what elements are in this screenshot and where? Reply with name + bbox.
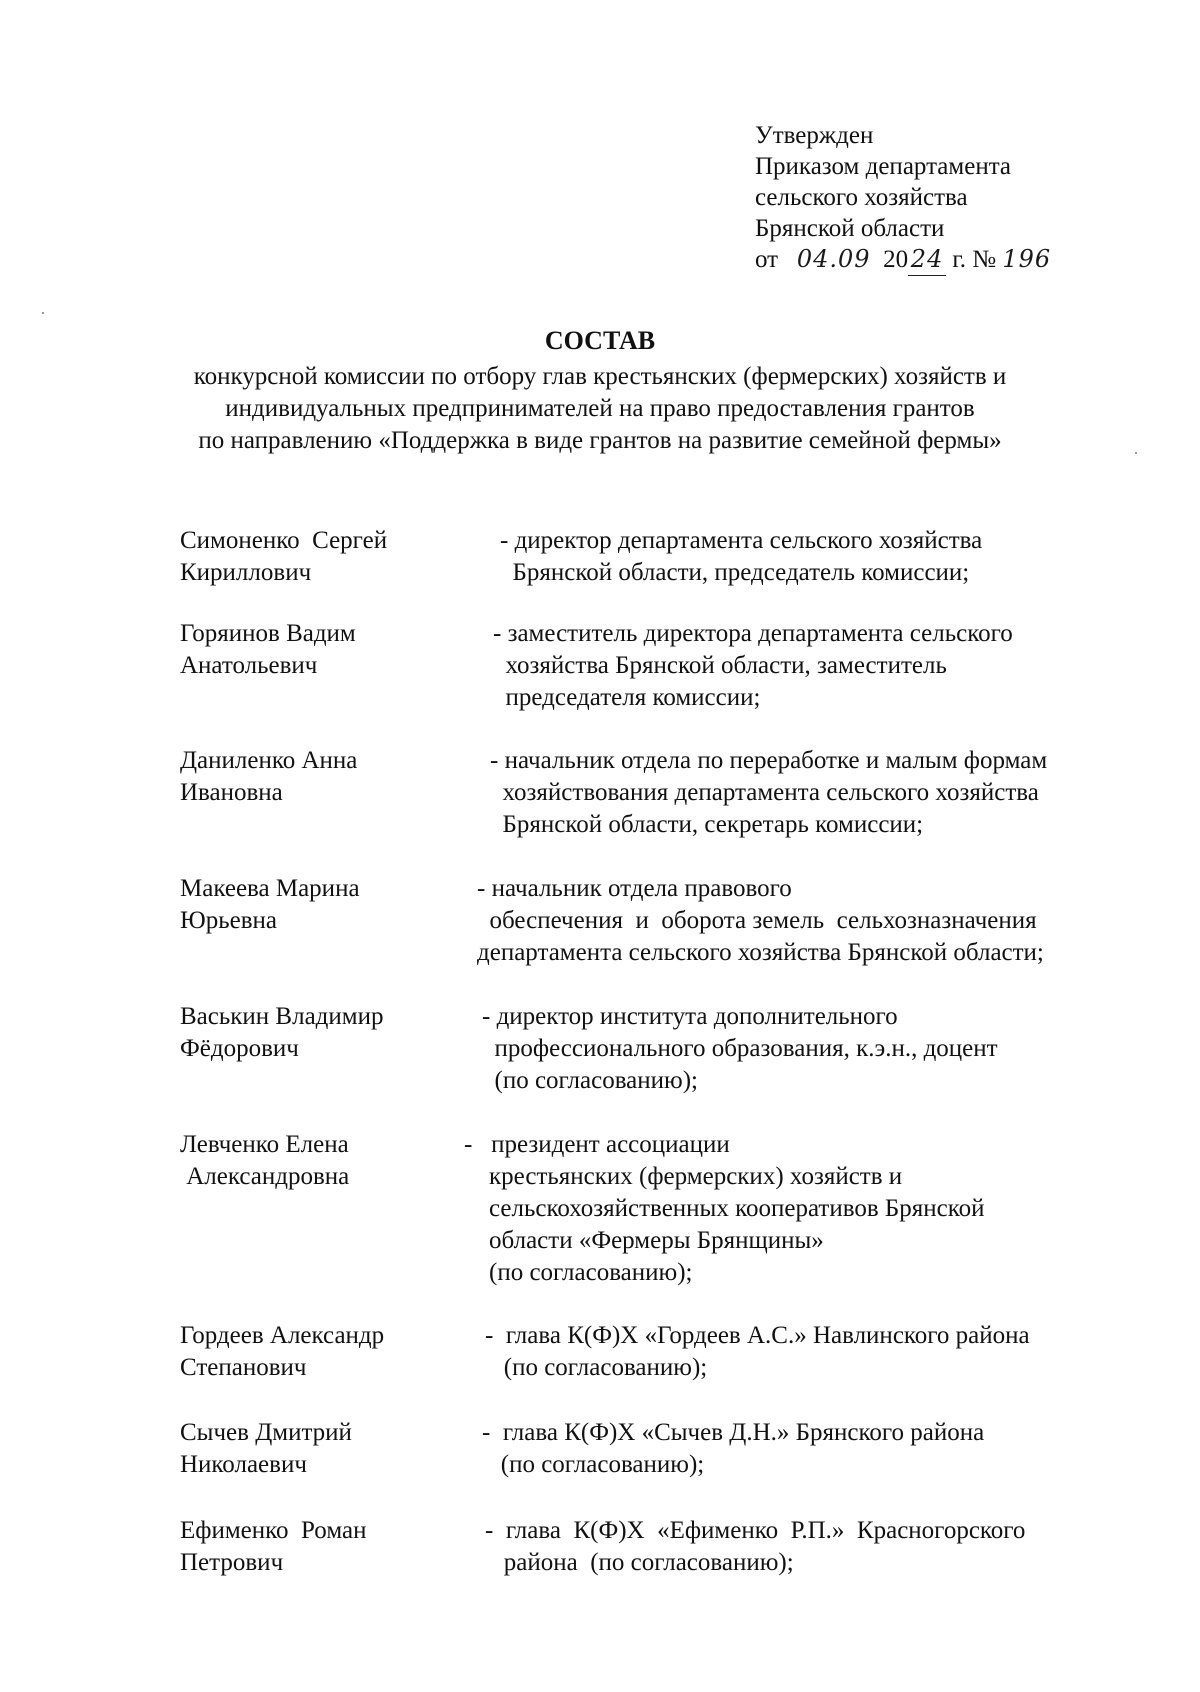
approval-block [755, 120, 1175, 275]
member-role [482, 1001, 1142, 1097]
member-name [180, 1129, 470, 1193]
member-role [493, 618, 1153, 714]
member-role [477, 873, 1137, 969]
role-line: Брянской области, председатель комиссии; [500, 559, 970, 586]
member-patronymic: Фёдорович [180, 1035, 299, 1062]
approval-from-label: от [755, 246, 779, 273]
member-surname-first: Ефименко Роман [180, 1517, 367, 1544]
member-role [464, 1129, 1124, 1289]
approval-line-4: Брянской области [755, 215, 945, 242]
role-line: хозяйствования департамента сельского хозяйства [490, 779, 1039, 806]
member-surname-first: Даниленко Анна [180, 747, 358, 774]
approval-century: 20 [883, 246, 909, 273]
role-line: сельскохозяйственных кооперативов Брянской [464, 1195, 985, 1222]
member-name [180, 873, 470, 937]
member-surname-first: Васькин Владимир [180, 1003, 384, 1030]
member-name [180, 1515, 470, 1579]
subtitle-line: по направлению «Поддержка в виде грантов на развитие семейной фермы» [198, 427, 1002, 454]
member-surname-first: Горяинов Вадим [180, 620, 356, 647]
role-line: председателя комиссии; [493, 684, 761, 711]
role-line: - заместитель директора департамента сельского [493, 620, 1013, 647]
role-line: - начальник отдела правового [477, 875, 792, 902]
member-name [180, 745, 470, 809]
document-subtitle [0, 361, 1200, 457]
scan-speck [42, 312, 44, 314]
member-patronymic: Николаевич [180, 1451, 307, 1478]
member-patronymic: Юрьевна [180, 907, 277, 934]
member-patronymic: Александровна [180, 1163, 350, 1190]
member-name [180, 1320, 470, 1384]
member-name [180, 618, 470, 682]
role-line: - директор института дополнительного [482, 1003, 898, 1030]
role-line: обеспечения и оборота земель сельхозназначения [477, 907, 1037, 934]
role-line: крестьянских (фермерских) хозяйств и [464, 1163, 903, 1190]
role-line: - глава К(Ф)Х «Сычев Д.Н.» Брянского района [482, 1419, 985, 1446]
member-role [490, 745, 1150, 841]
role-line: - начальник отдела по переработке и малым формам [490, 747, 1048, 774]
subtitle-line: индивидуальных предпринимателей на право предоставления грантов [225, 395, 975, 422]
member-patronymic: Ивановна [180, 779, 283, 806]
approval-number: 196 [1002, 245, 1052, 273]
member-surname-first: Симоненко Сергей [180, 527, 388, 554]
member-surname-first: Макеева Марина [180, 875, 360, 902]
subtitle-line: конкурсной комиссии по отбору глав крестьянских (фермерских) хозяйств и [193, 363, 1007, 390]
approval-year-suffix: г. № [952, 246, 997, 273]
role-line: хозяйства Брянской области, заместитель [493, 652, 947, 679]
member-role [500, 525, 1160, 589]
approval-line-2: Приказом департамента [755, 153, 1012, 180]
approval-line-3: сельского хозяйства [755, 184, 968, 211]
approval-line-1: Утвержден [755, 122, 874, 149]
member-name [180, 1417, 470, 1481]
role-line: (по согласованию); [482, 1067, 698, 1094]
member-patronymic: Степанович [180, 1354, 307, 1381]
role-line: - президент ассоциации [464, 1131, 730, 1158]
member-surname-first: Гордеев Александр [180, 1322, 385, 1349]
member-surname-first: Левченко Елена [180, 1131, 349, 1158]
member-surname-first: Сычев Дмитрий [180, 1419, 352, 1446]
member-patronymic: Петрович [180, 1549, 284, 1576]
role-line: - глава К(Ф)Х «Гордеев А.С.» Навлинского района [485, 1322, 1030, 1349]
member-patronymic: Анатольевич [180, 652, 318, 679]
approval-order-line [755, 244, 1175, 275]
member-role [485, 1320, 1145, 1384]
member-patronymic: Кириллович [180, 559, 312, 586]
approval-date: 04.09 [796, 245, 871, 273]
member-role [482, 1417, 1142, 1481]
role-line: района (по согласованию); [485, 1549, 794, 1576]
role-line: (по согласованию); [464, 1259, 693, 1286]
role-line: профессионального образования, к.э.н., доцент [482, 1035, 998, 1062]
role-line: области «Фермеры Брянщины» [464, 1227, 824, 1254]
role-line: (по согласованию); [482, 1451, 705, 1478]
document-title: СОСТАВ [544, 326, 656, 355]
member-name [180, 1001, 470, 1065]
approval-year: 24 [908, 244, 946, 276]
role-line: - директор департамента сельского хозяйства [500, 527, 983, 554]
role-line: (по согласованию); [485, 1354, 708, 1381]
role-line: Брянской области, секретарь комиссии; [490, 811, 924, 838]
role-line: департамента сельского хозяйства Брянской области; [477, 939, 1044, 966]
member-role [485, 1515, 1145, 1579]
member-name [180, 525, 470, 589]
role-line: - глава К(Ф)Х «Ефименко Р.П.» Красногорского [485, 1517, 1026, 1544]
